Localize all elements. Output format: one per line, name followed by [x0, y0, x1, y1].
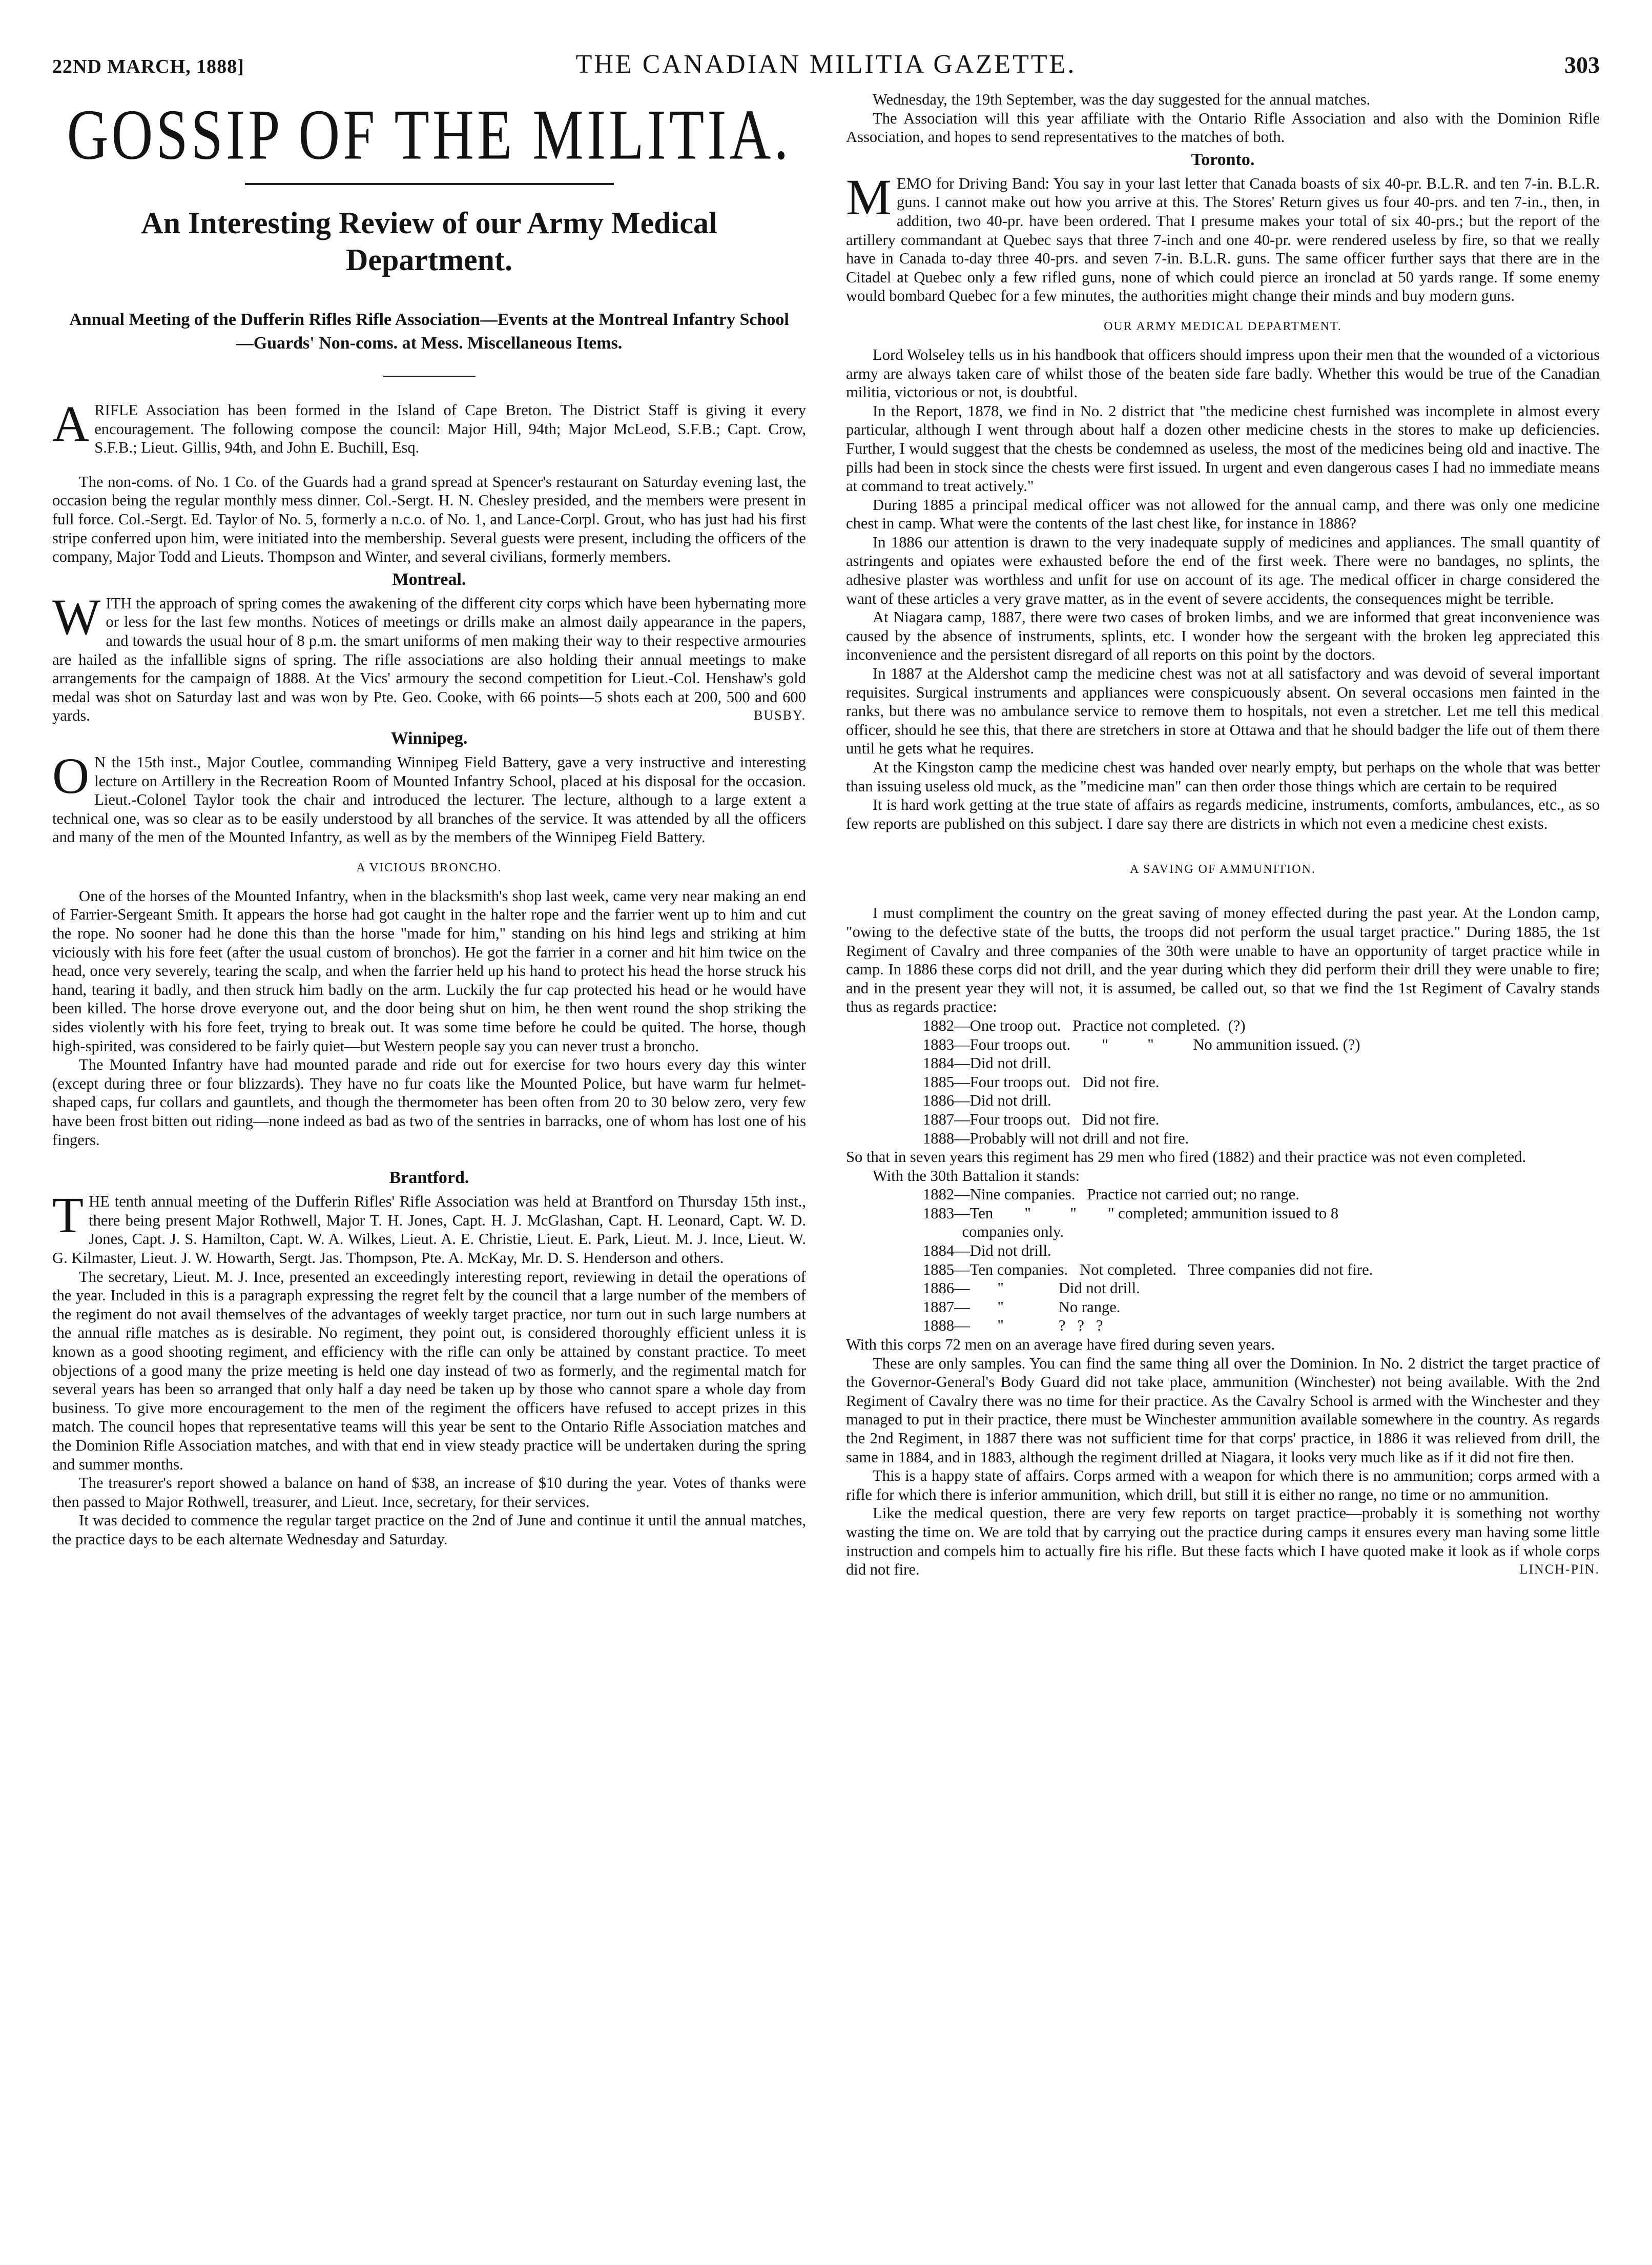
paragraph-medical-7: At the Kingston camp the medicine chest was handed over nearly empty, but perhaps on the whole that was better than issuing useless old muck, as the "medicine man" can then order those things which are certain to be required: [846, 759, 1600, 795]
paragraph-toronto: MEMO for Driving Band: You say in your last letter that Canada boasts of six 40-pr. B.L.R. and ten 7-in. B.L.R. guns. I cannot make out how you arrive at this. The Stores' Return gives us four 40-prs. and ten 7-in., then, in addition, two 40-pr. have been ordered. That I presume makes your total of six 40-prs.; but the report of the artillery commandant at Quebec says that three 7-inch and one 40-pr. were rendered useless by fire, so that we really have in Canada to-day three 40-prs. and seven 7-in. B.L.R. guns. The same officer further says that there are in the Citadel at Quebec only a few rifled guns, none of which could pierce an ironclad at 50 yards range. If some enemy would bombard Quebec for a few minutes, the authorities might change their minds and buy modern guns.: [846, 168, 1600, 305]
left-column: [52, 90, 806, 1579]
paragraph-medical-4: In 1886 our attention is drawn to the very inadequate supply of medicines and appliances. The small quantity of astringents and opiates were exhausted before the end of the first week. There were no bandages, no splints, the adhesive plaster was worthless and unfit for use on account of its age. The medical officer in charge considered the want of these articles a very grave matter, as in the event of severe accidents, the consequences might be terrible.: [846, 533, 1600, 607]
paragraph-medical-1: Lord Wolseley tells us in his handbook that officers should impress upon their men that the wounded of a victorious army are always taken care of whilst those of the beaten side fare badly. Whether this would be true of the Canadian militia, victorious or not, is doubtful.: [846, 345, 1600, 401]
paragraph-guards: The non-coms. of No. 1 Co. of the Guards had a grand spread at Spencer's restaurant on Saturday evening last, the occasion being the regular monthly mess dinner. Col.-Sergt. H. N. Chesley presided, and the members were present in full force. Col.-Sergt. Ed. Taylor of No. 5, formerly a n.c.o. of No. 1, and Lance-Corpl. Grout, who has just had his first stripe conferred upon him, were initiated into the membership. Several guests were present, including the officers of the company, Major Todd and Lieuts. Thompson and Winter, and several civilians, formerly members.: [52, 473, 806, 566]
paragraph-brantford-2: The secretary, Lieut. M. J. Ince, presented an exceedingly interesting report, reviewing in detail the operations of the year. Included in this is a paragraph expressing the regret felt by the council that a large number of the members of the regiment do not avail themselves of the advantages of weekly target practice, nor turn out in such large numbers at the annual rifle matches as is desirable. No regiment, they point out, is considered thoroughly efficient unless it is known as a good shooting regiment, and efficiency with the rifle can only be attained by constant practice. To meet objections of a good many the prize meeting is held one day instead of two as formerly, and the regimental match for several years has been so arranged that only half a day need be taken up by those who cannot spare a whole day from business. To give more encouragement to the men of the regiment the officers have refused to accept prizes in this match. The council hopes that representative teams will this year be sent to the Ontario Rifle Association matches and the Dominion Rifle Association matches, and with that end in view steady practice will be undertaken during the spring and summer months.: [52, 1268, 806, 1473]
subhead-medical: OUR ARMY MEDICAL DEPARTMENT.: [1104, 319, 1342, 333]
paragraph-ammo-1: I must compliment the country on the great saving of money effected during the past year. At the London camp, "owing to the defective state of the butts, the troops did not perform the usual target practice." During 1885, the 1st Regiment of Cavalry and three companies of the 30th were unable to have an opportunity of target practice while in camp. In 1886 these corps did not drill, and the year during which they did perform their drill they were unable to fire; and in the present year they will not, it is assumed, be called out, so that we find the 1st Regiment of Cavalry stands thus as regards practice:: [846, 904, 1600, 1016]
paragraph-broncho-2: The Mounted Infantry have had mounted parade and ride out for exercise for two hours every day this winter (except during three or four blizzards). They have no fur coats like the Mounted Police, but have warm fur helmet-shaped caps, fur collars and gauntlets, and though the thermometer has been often from 20 to 30 below zero, very few have been frost bitten out riding—none indeed as bad as two of the sentries in barracks, one of whom has lost one of his fingers.: [52, 1056, 806, 1149]
list-item: 1884—Did not drill.: [923, 1054, 1051, 1072]
subhead-ammunition: A SAVING OF AMMUNITION.: [1130, 863, 1316, 876]
list-item: 1885—Four troops out. Did not fire.: [923, 1073, 1160, 1091]
paragraph-ammo-7: Like the medical question, there are very few reports on target practice—probably it is something not worthy wasting the time on. We are told that by carrying out the practice during camps it ensures every man having some little instruction and compels him to actually fire his rifle. But these facts which I have quoted make it look as if whole corps did not fire. LINCH-PIN.: [846, 1504, 1600, 1579]
subdeck: Annual Meeting of the Dufferin Rifles Rifle Association—Events at the Montreal Infantry School—Guards' Non-coms. at Mess. Miscellaneous Items.: [69, 310, 789, 353]
paragraph-medical-5: At Niagara camp, 1887, there were two cases of broken limbs, and we are informed that great inconvenience was caused by the absence of instruments, splints, etc. I wonder how the sergeant with the broken leg appreciated this inconvenience and the persistent disregard of all reports on this point by the doctors.: [846, 608, 1600, 664]
list-item: 1887—Four troops out. Did not fire.: [923, 1110, 1160, 1128]
publication-title: THE CANADIAN MILITIA GAZETTE.: [575, 50, 1077, 79]
drop-cap: W: [52, 588, 101, 645]
signature-busby: BUSBY.: [754, 708, 806, 723]
list-item: 1882—Nine companies. Practice not carried out; no range.: [923, 1186, 1299, 1203]
paragraph-brantford-1: THE tenth annual meeting of the Dufferin Rifles' Rifle Association was held at Brantford on Thursday 15th inst., there being present Major Rothwell, Major T. H. Jones, Capt. H. J. McGlashan, Capt. H. Leonard, Capt. W. D. Jones, Capt. J. S. Hamilton, Capt. W. A. Wilkes, Lieut. A. E. Christie, Lieut. E. Park, Lieut. M. J. Ince, Lieut. W. G. Kilmaster, Lieut. J. W. Howarth, Sergt. Jas. Thompson, Pte. A. McKay, Mr. D. S. Henderson and others.: [52, 1187, 806, 1267]
paragraph-ammo-6: This is a happy state of affairs. Corps armed with a weapon for which there is no ammunition; corps armed with a rifle for which there is inferior ammunition, which drill, but still it is either no range, no time or no ammunition.: [846, 1467, 1600, 1503]
list-item: 1882—One troop out. Practice not completed. (?): [923, 1016, 1246, 1034]
paragraph-broncho-1: One of the horses of the Mounted Infantry, when in the blacksmith's shop last week, came very near making an end of Farrier-Sergeant Smith. It appears the horse had got caught in the halter rope and the farrier went up to him and cut the rope. No sooner had he done this than the horse "made for him," standing on his hind legs and striking at him viciously with his fore feet (after the usual custom of bronchos). He got the farrier in a corner and hit him twice on the head, once very severely, tearing the scalp, and when the farrier held up his hand to protect his head the horse struck his hand, tearing it badly, and then struck him badly on the arm. Luckily the fur cap protected his head or he would have been killed. The horse drove everyone out, and the door being shut on him, he then went round the shop striking the sides violently with his fore feet, trying to break out. It was some time before he could be quited. The horse, though high-spirited, was considered to be fairly quiet—but Western people say you can never trust a broncho.: [52, 887, 806, 1055]
section-toronto: Toronto.: [1191, 150, 1255, 169]
paragraph-medical-6: In 1887 at the Aldershot camp the medicine chest was not at all satisfactory and was devoid of several important requisites. Surgical instruments and appliances were conspicuously absent. On several occasions men fainted in the ranks, but there was no ambulance service to remove them to hospitals, not even a stretcher. Let me tell this medical officer, should he see this, that there are stretchers in store at Ottawa and that he should badger the life out of them there until he gets what he requires.: [846, 665, 1600, 758]
paragraph-medical-3: During 1885 a principal medical officer was not allowed for the annual camp, and there was only one medicine chest in camp. What were the contents of the last chest like, for instance in 1886?: [846, 496, 1600, 533]
running-head: [52, 49, 1600, 82]
paragraph-ammo-5: These are only samples. You can find the same thing all over the Dominion. In No. 2 district the target practice of the Governor-General's Body Guard did not take place, ammunition (Winchester) not being available. With the 2nd Regiment of Cavalry there was no time for their practice. As the Cavalry School is armed with the Winchester and they managed to put in their practice, there must be Winchester ammunition available somewhere in the country. As regards the 2nd Regiment, in 1887 there was not sufficient time for that corps' practice, in 1886 it was relieved from drill, the same in 1884, and in 1883, although the regiment drilled at Niagara, it looks very much like as if it did not fire then.: [846, 1354, 1600, 1466]
list-item: 1888—Probably will not drill and not fire.: [923, 1129, 1189, 1147]
list-item: 1884—Did not drill.: [923, 1242, 1051, 1260]
signature-linch-pin: LINCH-PIN.: [1519, 1562, 1600, 1577]
battalion-record-list: [923, 1185, 1600, 1335]
paragraph-cape-breton: ARIFLE Association has been formed in the Island of Cape Breton. The District Staff is giving it every encouragement. The following compose the council: Major Hill, 94th; Major McLeod, S.F.B.; Capt. Crow, S.F.B.; Lieut. Gillis, 94th, and John E. Buchill, Esq.: [52, 395, 806, 457]
paragraph-brantford-3: The treasurer's report showed a balance on hand of $38, an increase of $10 during the year. Votes of thanks were then passed to Major Rothwell, treasurer, and Lieut. Ince, secretary, for their services.: [52, 1474, 806, 1511]
section-winnipeg: Winnipeg.: [390, 728, 468, 748]
list-item: 1883—Ten " " " completed; ammunition issued to 8: [923, 1204, 1339, 1222]
list-item: 1886— " Did not drill.: [923, 1279, 1140, 1297]
drop-cap: M: [846, 168, 892, 226]
list-item: 1883—Four troops out. " " No ammunition issued. (?): [923, 1035, 1360, 1053]
page-number: 303: [1564, 52, 1600, 78]
drop-cap: A: [52, 395, 90, 452]
section-brantford: Brantford.: [389, 1168, 469, 1188]
section-montreal: Montreal.: [392, 569, 466, 589]
paragraph-ammo-2: So that in seven years this regiment has 29 men who fired (1882) and their practice was not even completed.: [846, 1148, 1526, 1166]
subdeck-rule: [383, 376, 476, 377]
paragraph-medical-2: In the Report, 1878, we find in No. 2 district that "the medicine chest furnished was incomplete in almost every particular, although I went through about half a dozen other medicine chests in the stores to make up deficiencies. Further, I would suggest that the chests be condemned as useless, the most of the medicines being old and inactive. The pills had been in stock since the chests were first issued. In urgent and even dangerous cases I had no immediate means at command to treat actively.": [846, 402, 1600, 495]
list-item: companies only.: [923, 1223, 1064, 1241]
drop-cap: O: [52, 747, 90, 804]
list-item: 1886—Did not drill.: [923, 1092, 1051, 1110]
cavalry-record-list: [923, 1016, 1600, 1148]
paragraph-brantford-4: It was decided to commence the regular target practice on the 2nd of June and continue it until the annual matches, the practice days to be each alternate Wednesday and Saturday.: [52, 1512, 806, 1548]
subhead-broncho: A VICIOUS BRONCHO.: [356, 861, 502, 874]
masthead: GOSSIP OF THE MILITIA.: [67, 95, 792, 175]
list-item: 1885—Ten companies. Not completed. Three companies did not fire.: [923, 1260, 1373, 1278]
paragraph-ammo-3: With the 30th Battalion it stands:: [873, 1167, 1080, 1185]
paragraph-winnipeg: O N the 15th inst., Major Coutlee, commanding Winnipeg Field Battery, gave a very instructive and interesting lecture on Artillery in the Recreation Room of Mounted Infantry School, placed at his disposal for the occasion. Lieut.-Colonel Taylor took the chair and introduced the lecturer. The lecture, although to a large extent a technical one, was so clear as to be easily understood by all branches of the service. It was attended by all the officers and many of the men of the Mounted Infantry, as well as by the members of the Winnipeg Field Battery.: [52, 747, 806, 846]
right-column: [846, 90, 1600, 1579]
headline: An Interesting Review of our Army Medical Department.: [141, 206, 717, 277]
drop-cap: T: [52, 1187, 84, 1244]
list-item: 1888— " ? ? ?: [923, 1317, 1103, 1335]
paragraph-continued-1: Wednesday, the 19th September, was the day suggested for the annual matches.: [873, 91, 1371, 108]
article-columns: [52, 90, 1600, 1579]
paragraph-continued-2: The Association will this year affiliate with the Ontario Rifle Association and also with the Dominion Rifle Association, and hopes to send representatives to the matches of both.: [846, 109, 1600, 146]
paragraph-medical-8: It is hard work getting at the true state of affairs as regards medicine, instruments, comforts, ambulances, etc., as so few reports are published on this subject. I dare say there are districts in which not even a medicine chest exists.: [846, 796, 1600, 832]
paragraph-ammo-4: With this corps 72 men on an average have fired during seven years.: [846, 1336, 1275, 1354]
paragraph-montreal: WITH the approach of spring comes the awakening of the different city corps which have been hybernating more or less for the last few months. Notices of meetings or drills make an almost daily appearance in the papers, and towards the usual hour of 8 p.m. the smart uniforms of men making their way to their respective armouries are hailed as the infallible signs of spring. The rifle associations are also holding their annual meetings to make arrangements for the campaign of 1888. At the Vics' armoury the second competition for Lieut.-Col. Henshaw's gold medal was shot on Saturday last and was won by Pte. Geo. Cooke, with 66 points—5 shots each at 200, 500 and 600 yards. BUSBY.: [52, 588, 806, 725]
issue-date: 22ND MARCH, 1888]: [52, 56, 244, 77]
list-item: 1887— " No range.: [923, 1298, 1121, 1316]
